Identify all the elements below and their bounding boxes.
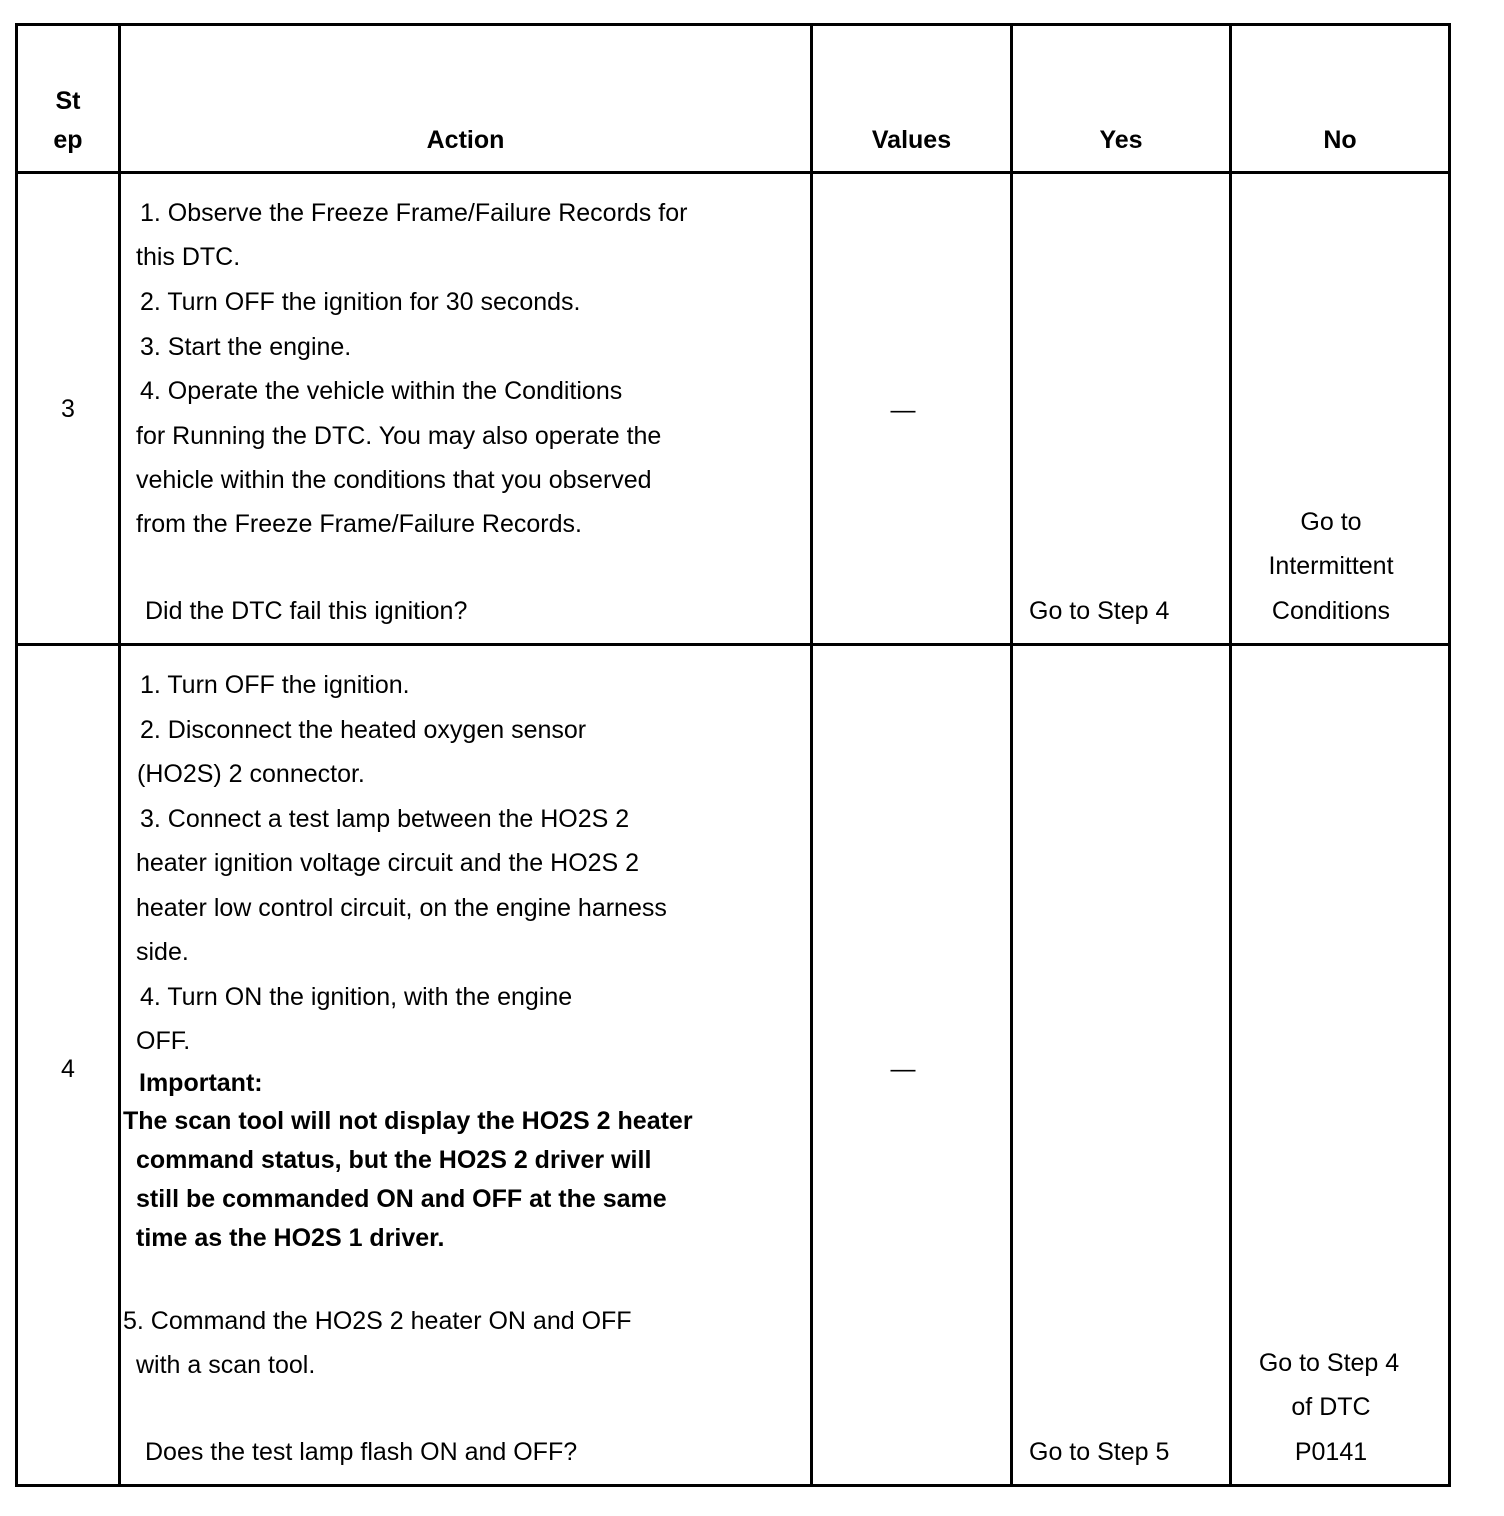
column-divider	[1229, 26, 1232, 1484]
action-line: 5. Command the HO2S 2 heater ON and OFF	[123, 1307, 632, 1335]
header-step-line2: ep	[53, 126, 83, 154]
action-line: this DTC.	[136, 243, 241, 271]
action-line: 4. Operate the vehicle within the Conditions	[140, 377, 623, 405]
header-no: No	[1323, 126, 1357, 154]
action-line: 3. Start the engine.	[140, 333, 352, 361]
action-line: heater low control circuit, on the engine harness	[136, 894, 667, 922]
action-line: 2. Disconnect the heated oxygen sensor	[140, 716, 587, 744]
action-line: 4. Turn ON the ignition, with the engine	[140, 983, 573, 1011]
action-line: with a scan tool.	[136, 1351, 316, 1379]
row-step-number: 4	[61, 1055, 75, 1083]
important-line: still be commanded ON and OFF at the same	[136, 1185, 667, 1213]
row-step-number: 3	[61, 395, 75, 423]
action-line: 1. Turn OFF the ignition.	[140, 671, 410, 699]
row-divider	[18, 171, 1448, 174]
action-line: heater ignition voltage circuit and the HO2S 2	[136, 849, 640, 877]
action-line: 3. Connect a test lamp between the HO2S 2	[140, 805, 630, 833]
action-question: Does the test lamp flash ON and OFF?	[145, 1438, 578, 1466]
no-action-line: Conditions	[1271, 597, 1391, 625]
action-line: side.	[136, 938, 189, 966]
action-line: from the Freeze Frame/Failure Records.	[136, 510, 582, 538]
important-line: command status, but the HO2S 2 driver will	[136, 1146, 652, 1174]
diagnostic-table	[15, 23, 1451, 1487]
action-line: for Running the DTC. You may also operate the	[136, 422, 662, 450]
action-line: vehicle within the conditions that you observed	[136, 466, 652, 494]
action-line: 2. Turn OFF the ignition for 30 seconds.	[140, 288, 581, 316]
header-values: Values	[871, 126, 952, 154]
row-value: —	[890, 1055, 916, 1083]
column-divider	[118, 26, 121, 1484]
important-line: The scan tool will not display the HO2S 2 heater	[123, 1107, 693, 1135]
column-divider	[810, 26, 813, 1484]
action-question: Did the DTC fail this ignition?	[145, 597, 468, 625]
row-divider	[18, 643, 1448, 646]
yes-action: Go to Step 4	[1029, 597, 1170, 625]
no-action-line: Go to Step 4	[1258, 1349, 1400, 1377]
header-action: Action	[426, 126, 505, 154]
column-divider	[1010, 26, 1013, 1484]
no-action-line: of DTC	[1291, 1393, 1371, 1421]
no-action-line: P0141	[1294, 1438, 1368, 1466]
header-yes: Yes	[1099, 126, 1143, 154]
action-line: OFF.	[136, 1027, 191, 1055]
important-label: Important:	[139, 1069, 263, 1097]
header-step-line1: St	[55, 87, 81, 115]
action-line: 1. Observe the Freeze Frame/Failure Records for	[140, 199, 688, 227]
no-action-line: Intermittent	[1268, 552, 1394, 580]
yes-action: Go to Step 5	[1029, 1438, 1170, 1466]
important-line: time as the HO2S 1 driver.	[136, 1224, 445, 1252]
row-value: —	[890, 396, 916, 424]
no-action-line: Go to	[1300, 508, 1362, 536]
action-line: (HO2S) 2 connector.	[137, 760, 365, 788]
